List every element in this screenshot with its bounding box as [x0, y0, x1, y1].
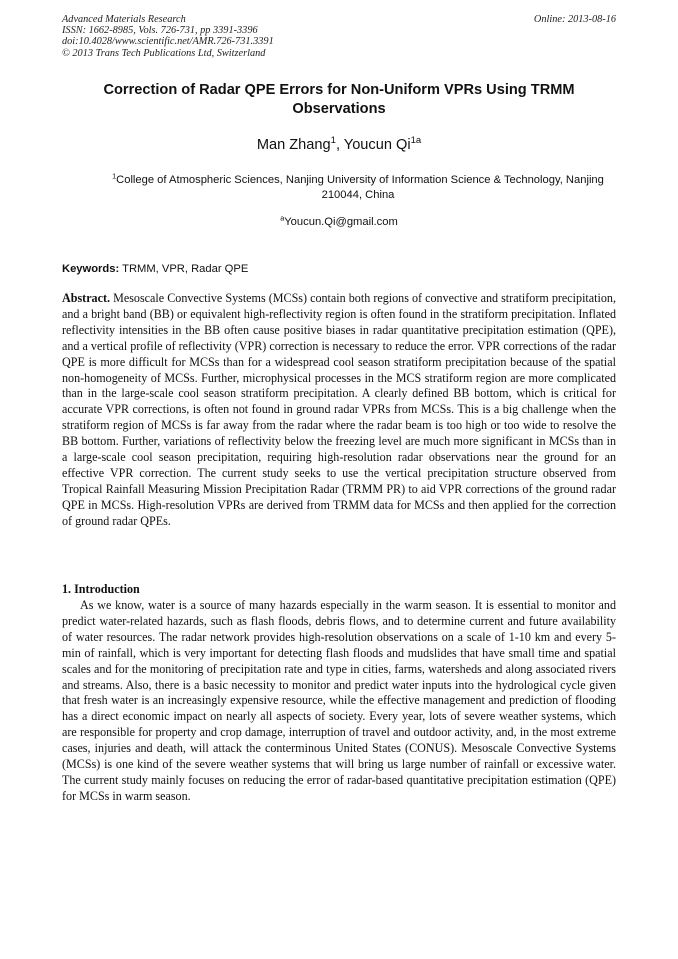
- author-affiliation-mark: 1: [330, 135, 336, 147]
- journal-meta: [62, 14, 274, 59]
- keywords: [62, 262, 248, 276]
- author-email: [62, 215, 616, 229]
- section-heading-introduction: 1. Introduction: [62, 582, 140, 596]
- author-list: [62, 135, 616, 155]
- email-mark: a: [280, 213, 285, 223]
- author-name: Youcun Qi: [343, 137, 411, 153]
- keywords-label: Keywords:: [62, 263, 120, 275]
- journal-name: Advanced Materials Research: [62, 14, 186, 25]
- paper-title: Correction of Radar QPE Errors for Non-Uniform VPRs Using TRMM Observations: [103, 82, 575, 117]
- affiliation: [100, 173, 616, 202]
- abstract-label: Abstract.: [62, 291, 111, 305]
- affiliation-text: College of Atmospheric Sciences, Nanjing University of Information Science & Technology, Nanjing 210044, China: [116, 174, 604, 201]
- introduction-paragraph: As we know, water is a source of many hazards especially in the warm season. It is essential to monitor and predict water-related hazards, such as flash floods, debris flows, and to determine current and future availability of water resources. The radar network provides high-resolution observations on a scale of 1-10 km and every 5-min of rainfall, which is very important for detecting flash floods and mudslides that have small time and spatial scales and for the monitoring of precipitation rate and type in cities, farms, watersheds and along associated rivers and streams. Also, there is a basic necessity to monitor and predict water inputs into the hydrological cycle given that fresh water is an increasingly expensive resource, while the effective management and prediction of flooding has a direct economic impact on nearly all aspects of society. Every year, lots of severe weather systems, which are responsible for property and crop damage, interruption of travel and outdoor activity, and, in the most extreme cases, injuries and death, will attack the conterminous United States (CONUS). Mesoscale Convective Systems (MCSs) is one kind of the severe weather systems that will bring us large number of rainfall or excessive water. The current study mainly focuses on reducing the error of radar-based quantitative precipitation estimation (QPE) for MCSs in warm season.: [62, 598, 616, 803]
- email-text: Youcun.Qi@gmail.com: [284, 216, 398, 228]
- author-name: Man Zhang: [256, 137, 331, 153]
- author-separator: ,: [335, 137, 344, 153]
- affiliation-mark: 1: [112, 171, 117, 181]
- doi-line: doi:10.4028/www.scientific.net/AMR.726-731.3391: [62, 36, 274, 48]
- online-date: Online: 2013-08-16: [533, 14, 616, 25]
- author-affiliation-mark: 1a: [410, 135, 422, 147]
- copyright-line: © 2013 Trans Tech Publications Ltd, Switzerland: [62, 47, 266, 59]
- issn-line: ISSN: 1662-8985, Vols. 726-731, pp 3391-3396: [62, 25, 258, 37]
- abstract: [62, 291, 616, 530]
- abstract-text: Mesoscale Convective Systems (MCSs) contain both regions of convective and stratiform precipitation, and a bright band (BB) or equivalent high-reflectivity region is often found in the stratiform precipitation. Inflated reflectivity intensities in the BB often cause positive biases in radar quantitative precipitation estimation (QPE), and a vertical profile of reflectivity (VPR) correction is necessary to reduce the error. VPR corrections of the radar QPE is more difficult for MCSs than for a widespread cool season stratiform precipitation because of the spatial non-homogeneity of MCSs. Further, microphysical processes in the MCS stratiform region are more complicated than in the large-scale cool season stratiform precipitation. A clearly defined BB bottom, which is critical for accurate VPR corrections, is often not found in ground radar VPRs from MCSs. This is a big challenge when the stratiform region of MCSs is far away from the radar where the radar beam is too high or too wide to resolve the BB bottom. Further, variations of reflectivity below the freezing level are much more significant in MCSs than in a large-scale cool season precipitation, requiring high-resolution radar observations near the ground for an effective VPR correction. The current study seeks to use the vertical precipitation structure observed from Tropical Rainfall Measuring Mission Precipitation Radar (TRMM PR) to aid VPR corrections of the ground radar QPE in MCSs. High-resolution VPRs are derived from TRMM data for MCSs and then applied for the correction of ground radar QPEs.: [62, 291, 616, 528]
- keywords-text: TRMM, VPR, Radar QPE: [119, 263, 249, 275]
